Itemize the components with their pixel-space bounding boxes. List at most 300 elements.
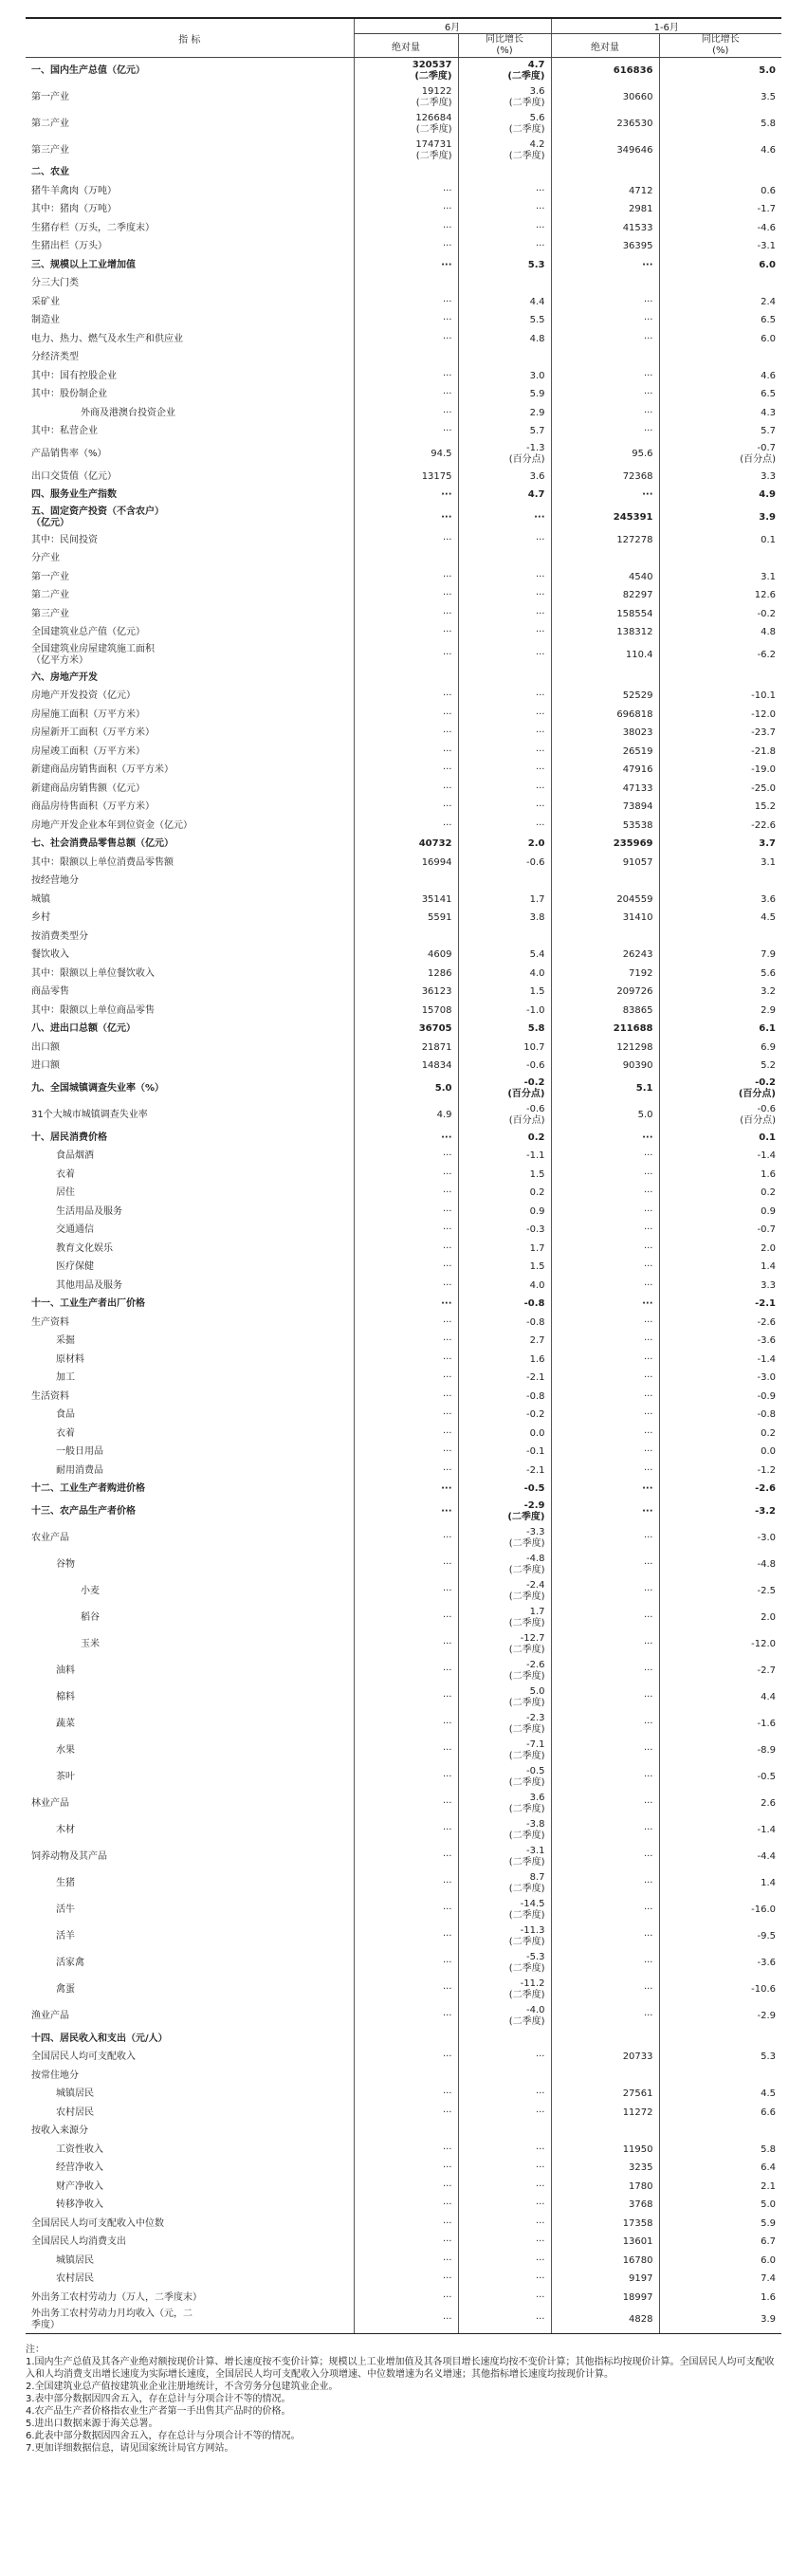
cell-june-growth: 3.0 <box>458 367 551 386</box>
row-label: 十三、农产品生产者价格 <box>31 1506 136 1517</box>
cell-june-absolute: ··· <box>354 605 458 624</box>
cell-h1-absolute: ··· <box>551 1314 659 1333</box>
cell-h1-absolute <box>551 2067 659 2086</box>
row-label: 禽蛋 <box>56 1984 75 1995</box>
cell-h1-absolute: 41533 <box>551 219 659 238</box>
table-row <box>26 1525 781 1552</box>
cell-june-growth: ··· <box>458 2086 551 2105</box>
cell-h1-growth: 6.4 <box>659 2160 781 2179</box>
row-label: 活牛 <box>56 1904 75 1915</box>
cell-h1-absolute: ··· <box>551 1425 659 1444</box>
cell-h1-absolute: ··· <box>551 487 659 506</box>
row-label: 茶叶 <box>56 1772 75 1782</box>
cell-h1-absolute: ··· <box>551 1444 659 1463</box>
cell-h1-growth: -6.2 <box>659 642 781 669</box>
row-label: 财产净收入 <box>56 2180 103 2192</box>
cell-june-absolute: ··· <box>354 1351 458 1370</box>
cell-h1-growth: -0.7 <box>659 1222 781 1241</box>
cell-h1-absolute: ··· <box>551 1148 659 1167</box>
cell-june-growth: 1.5 <box>458 1166 551 1185</box>
cell-h1-growth: 6.0 <box>659 2252 781 2271</box>
cell-june-absolute: 36123 <box>354 984 458 1003</box>
cell-june-growth: 4.0 <box>458 965 551 984</box>
cell-june-absolute: ··· <box>354 1407 458 1426</box>
row-label: 蔬菜 <box>56 1719 75 1729</box>
cell-june-growth: ··· <box>458 799 551 818</box>
cell-h1-absolute: ··· <box>551 1870 659 1897</box>
cell-h1-growth: -1.2 <box>659 1462 781 1481</box>
cell-h1-absolute: ··· <box>551 1897 659 1923</box>
cell-june-growth: ··· <box>458 743 551 762</box>
header-june-absolute: 绝对量 <box>354 34 458 58</box>
row-label: 城镇居民 <box>56 2088 94 2100</box>
cell-june-growth: -1.1 <box>458 1148 551 1167</box>
table-row <box>26 1259 781 1278</box>
cell-h1-growth: 7.4 <box>659 2271 781 2290</box>
cell-june-growth: 1.5 <box>458 984 551 1003</box>
cell-june-growth: 4.4 <box>458 293 551 312</box>
row-label: 城镇居民 <box>56 2254 94 2266</box>
cell-june-absolute: 21871 <box>354 1039 458 1058</box>
cell-h1-growth: -1.6 <box>659 1711 781 1738</box>
row-label: 31个大城市城镇调查失业率 <box>31 1110 148 1120</box>
cell-june-absolute <box>354 164 458 183</box>
cell-june-absolute: ··· <box>354 2289 458 2308</box>
cell-june-absolute: ··· <box>354 1684 458 1711</box>
cell-june-absolute: ··· <box>354 330 458 349</box>
row-label: 外出务工农村劳动力（万人，二季度末） <box>31 2291 202 2303</box>
cell-june-absolute: 13175 <box>354 468 458 487</box>
cell-june-growth: -0.1 <box>458 1444 551 1463</box>
table-row <box>26 2086 781 2105</box>
table-row <box>26 669 781 688</box>
table-row <box>26 1203 781 1222</box>
row-label: 城镇 <box>31 893 50 905</box>
table-row <box>26 780 781 799</box>
cell-june-growth: 5.8 <box>458 1021 551 1040</box>
table-row <box>26 2271 781 2290</box>
cell-h1-absolute: ··· <box>551 330 659 349</box>
table-row <box>26 1844 781 1870</box>
cell-june-growth: 5.6 (二季度) <box>458 111 551 138</box>
cell-june-absolute: ··· <box>354 1764 458 1791</box>
cell-h1-growth: 1.6 <box>659 1166 781 1185</box>
cell-june-growth <box>458 2123 551 2142</box>
row-label: 衣着 <box>56 1168 75 1180</box>
cell-h1-absolute: 7192 <box>551 965 659 984</box>
cell-june-growth <box>458 550 551 569</box>
cell-june-absolute: ··· <box>354 2049 458 2068</box>
row-label: 外商及港澳台投资企业 <box>81 407 175 418</box>
cell-h1-absolute: ··· <box>551 1499 659 1525</box>
row-label: 谷物 <box>56 1559 75 1570</box>
cell-h1-absolute: ··· <box>551 1240 659 1259</box>
cell-june-absolute: 1286 <box>354 965 458 984</box>
row-label: 外出务工农村劳动力月均收入（元，二 季度） <box>26 2308 354 2334</box>
cell-h1-absolute: 27561 <box>551 2086 659 2105</box>
table-row <box>26 1102 781 1129</box>
cell-june-growth: ··· <box>458 2141 551 2160</box>
row-label: 房屋新开工面积（万平方米） <box>31 727 155 739</box>
cell-h1-growth: -2.6 <box>659 1481 781 1500</box>
table-row <box>26 1977 781 2003</box>
cell-june-absolute: 5.0 <box>354 1076 458 1102</box>
row-label: 居住 <box>56 1187 75 1199</box>
cell-june-absolute: 35141 <box>354 891 458 910</box>
cell-h1-growth: -3.1 <box>659 238 781 257</box>
row-label: 生猪 <box>56 1878 75 1888</box>
row-label: 食品 <box>56 1409 75 1421</box>
cell-h1-growth: 3.3 <box>659 1277 781 1296</box>
table-row <box>26 1148 781 1167</box>
cell-june-growth: -2.1 <box>458 1370 551 1389</box>
cell-h1-growth: 4.5 <box>659 2086 781 2105</box>
cell-h1-absolute: ··· <box>551 1578 659 1605</box>
cell-h1-growth: 3.1 <box>659 568 781 587</box>
table-row <box>26 1222 781 1241</box>
table-row <box>26 1129 781 1148</box>
cell-h1-absolute: ··· <box>551 1844 659 1870</box>
cell-june-growth: ··· <box>458 2197 551 2216</box>
table-row <box>26 1388 781 1407</box>
cell-june-growth: 1.7 <box>458 891 551 910</box>
table-row <box>26 2104 781 2123</box>
cell-june-absolute: ··· <box>354 293 458 312</box>
cell-june-absolute: ··· <box>354 201 458 220</box>
cell-h1-absolute: 20733 <box>551 2049 659 2068</box>
table-row <box>26 1684 781 1711</box>
cell-june-growth: 5.9 <box>458 386 551 405</box>
cell-june-absolute: ··· <box>354 1222 458 1241</box>
row-label: 第一产业 <box>31 571 69 582</box>
row-label: 四、服务业生产指数 <box>31 489 117 501</box>
row-label: 林业产品 <box>31 1798 69 1809</box>
cell-h1-growth: -25.0 <box>659 780 781 799</box>
cell-h1-absolute <box>551 550 659 569</box>
cell-june-growth: 4.2 (二季度) <box>458 138 551 164</box>
table-row <box>26 1166 781 1185</box>
cell-june-absolute: ··· <box>354 1605 458 1631</box>
cell-june-growth: ··· <box>458 2289 551 2308</box>
cell-h1-absolute <box>551 275 659 294</box>
cell-h1-growth: -2.1 <box>659 1296 781 1315</box>
cell-june-growth: -12.7 (二季度) <box>458 1631 551 1658</box>
table-row <box>26 487 781 506</box>
cell-h1-absolute: 209726 <box>551 984 659 1003</box>
footnote-line: 7.更加详细数据信息，请见国家统计局官方网站。 <box>26 2443 234 2454</box>
cell-h1-growth <box>659 2123 781 2142</box>
cell-h1-growth: -3.0 <box>659 1370 781 1389</box>
row-label: 按经营地分 <box>31 875 79 887</box>
row-label: 商品房待售面积（万平方米） <box>31 801 155 813</box>
cell-june-growth: -0.6 (百分点) <box>458 1102 551 1129</box>
row-label: 第二产业 <box>31 118 69 129</box>
cell-june-growth: 0.2 <box>458 1129 551 1148</box>
cell-h1-absolute: ··· <box>551 1185 659 1204</box>
cell-h1-growth: 2.6 <box>659 1791 781 1817</box>
row-label: 其他用品及服务 <box>56 1279 122 1291</box>
cell-june-growth: ··· <box>458 587 551 606</box>
cell-h1-growth: -19.0 <box>659 762 781 781</box>
row-label: 其中：国有控股企业 <box>31 370 117 381</box>
cell-june-growth: -0.5 <box>458 1481 551 1500</box>
cell-june-growth: ··· <box>458 238 551 257</box>
row-label: 衣着 <box>56 1427 75 1439</box>
cell-h1-growth: 15.2 <box>659 799 781 818</box>
cell-h1-growth: -23.7 <box>659 725 781 744</box>
cell-h1-absolute: ··· <box>551 1203 659 1222</box>
table-row <box>26 1499 781 1525</box>
cell-h1-growth <box>659 669 781 688</box>
row-label: 一般日用品 <box>56 1446 103 1458</box>
cell-june-growth: 5.7 <box>458 423 551 442</box>
cell-h1-absolute: 38023 <box>551 725 659 744</box>
row-label: 新建商品房销售额（亿元） <box>31 782 145 794</box>
stats-table-container <box>26 17 781 2334</box>
cell-h1-absolute: 26519 <box>551 743 659 762</box>
cell-h1-absolute: 5.1 <box>551 1076 659 1102</box>
cell-h1-absolute: 138312 <box>551 624 659 643</box>
table-row <box>26 2003 781 2030</box>
cell-h1-growth: 0.2 <box>659 1185 781 1204</box>
cell-june-growth: ··· <box>458 568 551 587</box>
footnote-line: 3.表中部分数据因四舍五入，存在总计与分项合计不等的情况。 <box>26 2394 291 2404</box>
table-row <box>26 1462 781 1481</box>
cell-h1-absolute: 110.4 <box>551 642 659 669</box>
cell-h1-absolute: ··· <box>551 367 659 386</box>
cell-h1-absolute: ··· <box>551 1711 659 1738</box>
table-row <box>26 404 781 423</box>
cell-h1-growth: -21.8 <box>659 743 781 762</box>
row-label: 按消费类型分 <box>31 930 88 942</box>
cell-h1-growth: -2.7 <box>659 1658 781 1684</box>
row-label: 饲养动物及其产品 <box>31 1851 107 1862</box>
row-label: 其中：民间投资 <box>31 534 98 545</box>
row-label: 五、固定资产投资（不含农户） （亿元） <box>31 506 164 528</box>
table-row <box>26 725 781 744</box>
cell-h1-absolute: 73894 <box>551 799 659 818</box>
row-label: 经营净收入 <box>56 2162 103 2174</box>
cell-h1-growth: 4.3 <box>659 404 781 423</box>
cell-june-absolute: ··· <box>354 367 458 386</box>
cell-h1-absolute: 1780 <box>551 2178 659 2197</box>
table-row <box>26 1605 781 1631</box>
cell-h1-absolute: 9197 <box>551 2271 659 2290</box>
cell-june-growth: 0.9 <box>458 1203 551 1222</box>
cell-june-absolute: ··· <box>354 2197 458 2216</box>
cell-june-growth: 5.3 <box>458 256 551 275</box>
cell-h1-absolute: 82297 <box>551 587 659 606</box>
cell-june-growth: 4.7 <box>458 487 551 506</box>
cell-june-absolute <box>354 669 458 688</box>
cell-h1-absolute <box>551 2030 659 2049</box>
cell-june-absolute <box>354 2123 458 2142</box>
cell-june-absolute: ··· <box>354 531 458 550</box>
cell-h1-growth: 5.3 <box>659 2049 781 2068</box>
cell-june-growth: -1.0 <box>458 1002 551 1021</box>
cell-june-absolute: ··· <box>354 219 458 238</box>
cell-june-growth: ··· <box>458 2104 551 2123</box>
cell-h1-growth: 5.8 <box>659 2141 781 2160</box>
cell-h1-absolute: ··· <box>551 1950 659 1977</box>
table-row <box>26 1738 781 1764</box>
cell-june-growth: ··· <box>458 2049 551 2068</box>
cell-june-growth: 4.0 <box>458 1277 551 1296</box>
table-row <box>26 550 781 569</box>
cell-june-absolute: ··· <box>354 1481 458 1500</box>
cell-h1-absolute: ··· <box>551 1552 659 1578</box>
cell-h1-growth: -4.4 <box>659 1844 781 1870</box>
cell-june-absolute <box>354 275 458 294</box>
cell-june-absolute <box>354 873 458 892</box>
row-label: 全国居民人均可支配收入中位数 <box>31 2217 164 2229</box>
table-row <box>26 2308 781 2334</box>
cell-h1-absolute: 31410 <box>551 910 659 929</box>
cell-h1-growth <box>659 873 781 892</box>
footnote-line: 6.此表中部分数据因四舍五入，存在总计与分项合计不等的情况。 <box>26 2431 301 2441</box>
cell-june-absolute <box>354 349 458 368</box>
cell-h1-absolute: ··· <box>551 1351 659 1370</box>
cell-h1-absolute: 204559 <box>551 891 659 910</box>
header-jan-jun: 1-6月 <box>551 18 781 34</box>
cell-h1-growth: -0.7 (百分点) <box>659 441 781 468</box>
row-label: 工资性收入 <box>56 2144 103 2155</box>
cell-june-absolute: ··· <box>354 1296 458 1315</box>
row-label: 分三大门类 <box>31 278 79 289</box>
cell-june-growth: 2.9 <box>458 404 551 423</box>
cell-h1-absolute: ··· <box>551 404 659 423</box>
table-row <box>26 1240 781 1259</box>
cell-june-absolute: ··· <box>354 780 458 799</box>
cell-h1-growth: 7.9 <box>659 947 781 966</box>
cell-june-absolute: ··· <box>354 386 458 405</box>
cell-h1-absolute: 90390 <box>551 1058 659 1076</box>
cell-h1-growth: 5.7 <box>659 423 781 442</box>
table-row <box>26 2160 781 2179</box>
cell-h1-growth: -3.2 <box>659 1499 781 1525</box>
table-row <box>26 965 781 984</box>
cell-h1-growth: 3.2 <box>659 984 781 1003</box>
cell-june-absolute: ··· <box>354 1444 458 1463</box>
cell-june-absolute: ··· <box>354 1185 458 1204</box>
cell-june-absolute: ··· <box>354 2104 458 2123</box>
footnote-line: 1.国内生产总值及其各产业绝对额按现价计算、增长速度按不变价计算；规模以上工业增加值及其各项目增长速度均按不变价计算；其他指标均按现价计算。全国居民人均可支配收入和人均消费支出增长速度为实际增长速度，全国居民人均可支配收入分项增速、中位数增速为名义增速；其他指标增长速度均按现价计算。 <box>26 2357 775 2380</box>
cell-june-absolute: ··· <box>354 182 458 201</box>
table-row <box>26 624 781 643</box>
cell-june-growth: ··· <box>458 2178 551 2197</box>
table-row <box>26 854 781 873</box>
cell-h1-growth <box>659 2030 781 2049</box>
cell-h1-absolute: 36395 <box>551 238 659 257</box>
footnote-line: 2.全国建筑业总产值按建筑业企业注册地统计，不含劳务分包建筑业企业。 <box>26 2382 339 2392</box>
table-row <box>26 587 781 606</box>
cell-h1-absolute: 47916 <box>551 762 659 781</box>
cell-h1-absolute: 245391 <box>551 505 659 531</box>
table-row <box>26 531 781 550</box>
row-label: 进口额 <box>31 1060 60 1072</box>
cell-june-growth: 3.6 (二季度) <box>458 1791 551 1817</box>
cell-june-growth <box>458 873 551 892</box>
row-label: 农村居民 <box>56 2273 94 2285</box>
cell-june-growth <box>458 928 551 947</box>
cell-h1-growth: -0.8 <box>659 1407 781 1426</box>
cell-h1-growth: 3.5 <box>659 84 781 111</box>
row-label: 第一产业 <box>31 91 69 102</box>
cell-june-growth: 0.0 <box>458 1425 551 1444</box>
row-label: 出口交货值（亿元） <box>31 470 117 482</box>
cell-h1-growth: 1.4 <box>659 1259 781 1278</box>
table-row <box>26 1058 781 1076</box>
cell-h1-growth: 6.0 <box>659 256 781 275</box>
table-row <box>26 2215 781 2234</box>
table-row <box>26 1817 781 1844</box>
table-row <box>26 799 781 818</box>
table-row <box>26 1631 781 1658</box>
footnote-line: 5.进出口数据来源于海关总署。 <box>26 2419 158 2429</box>
cell-h1-absolute: ··· <box>551 1370 659 1389</box>
cell-h1-absolute: 18997 <box>551 2289 659 2308</box>
cell-june-absolute: ··· <box>354 1259 458 1278</box>
row-label: 七、社会消费品零售总额（亿元） <box>31 838 174 850</box>
cell-h1-absolute <box>551 2123 659 2142</box>
cell-june-growth: -11.2 (二季度) <box>458 1977 551 2003</box>
row-label: 采矿业 <box>31 296 60 307</box>
cell-june-growth: -0.3 <box>458 1222 551 1241</box>
table-row <box>26 2141 781 2160</box>
cell-h1-growth: -1.4 <box>659 1351 781 1370</box>
cell-h1-growth: 2.1 <box>659 2178 781 2197</box>
cell-h1-absolute: 52529 <box>551 688 659 707</box>
cell-june-absolute: 16994 <box>354 854 458 873</box>
row-label: 十二、工业生产者购进价格 <box>31 1483 145 1495</box>
table-row <box>26 1185 781 1204</box>
table-row <box>26 891 781 910</box>
cell-june-absolute: ··· <box>354 1129 458 1148</box>
cell-june-growth: 3.8 <box>458 910 551 929</box>
table-row <box>26 1370 781 1389</box>
cell-june-growth: -0.6 <box>458 1058 551 1076</box>
cell-h1-absolute: ··· <box>551 386 659 405</box>
cell-h1-growth: -3.6 <box>659 1333 781 1352</box>
table-row <box>26 2123 781 2142</box>
cell-june-growth: ··· <box>458 2252 551 2271</box>
cell-june-growth <box>458 349 551 368</box>
table-row <box>26 2030 781 2049</box>
cell-june-growth: 1.6 <box>458 1351 551 1370</box>
cell-h1-absolute: ··· <box>551 1817 659 1844</box>
cell-june-growth: 10.7 <box>458 1039 551 1058</box>
cell-h1-growth: -9.5 <box>659 1923 781 1950</box>
cell-h1-growth: -16.0 <box>659 1897 781 1923</box>
row-label: 采掘 <box>56 1335 75 1347</box>
cell-june-growth <box>458 164 551 183</box>
table-row <box>26 1076 781 1102</box>
cell-h1-absolute: 26243 <box>551 947 659 966</box>
table-row <box>26 111 781 138</box>
cell-h1-growth: 6.5 <box>659 386 781 405</box>
cell-june-growth: ··· <box>458 762 551 781</box>
cell-h1-growth: 6.1 <box>659 1021 781 1040</box>
cell-june-growth: ··· <box>458 780 551 799</box>
header-indicator: 指 标 <box>26 18 354 58</box>
table-row <box>26 762 781 781</box>
cell-h1-growth: 6.7 <box>659 2234 781 2253</box>
row-label: 其中：限额以上单位消费品零售额 <box>31 856 174 868</box>
cell-june-absolute: ··· <box>354 1166 458 1185</box>
cell-june-growth: -0.6 <box>458 854 551 873</box>
row-label: 加工 <box>56 1372 75 1384</box>
table-row <box>26 2289 781 2308</box>
